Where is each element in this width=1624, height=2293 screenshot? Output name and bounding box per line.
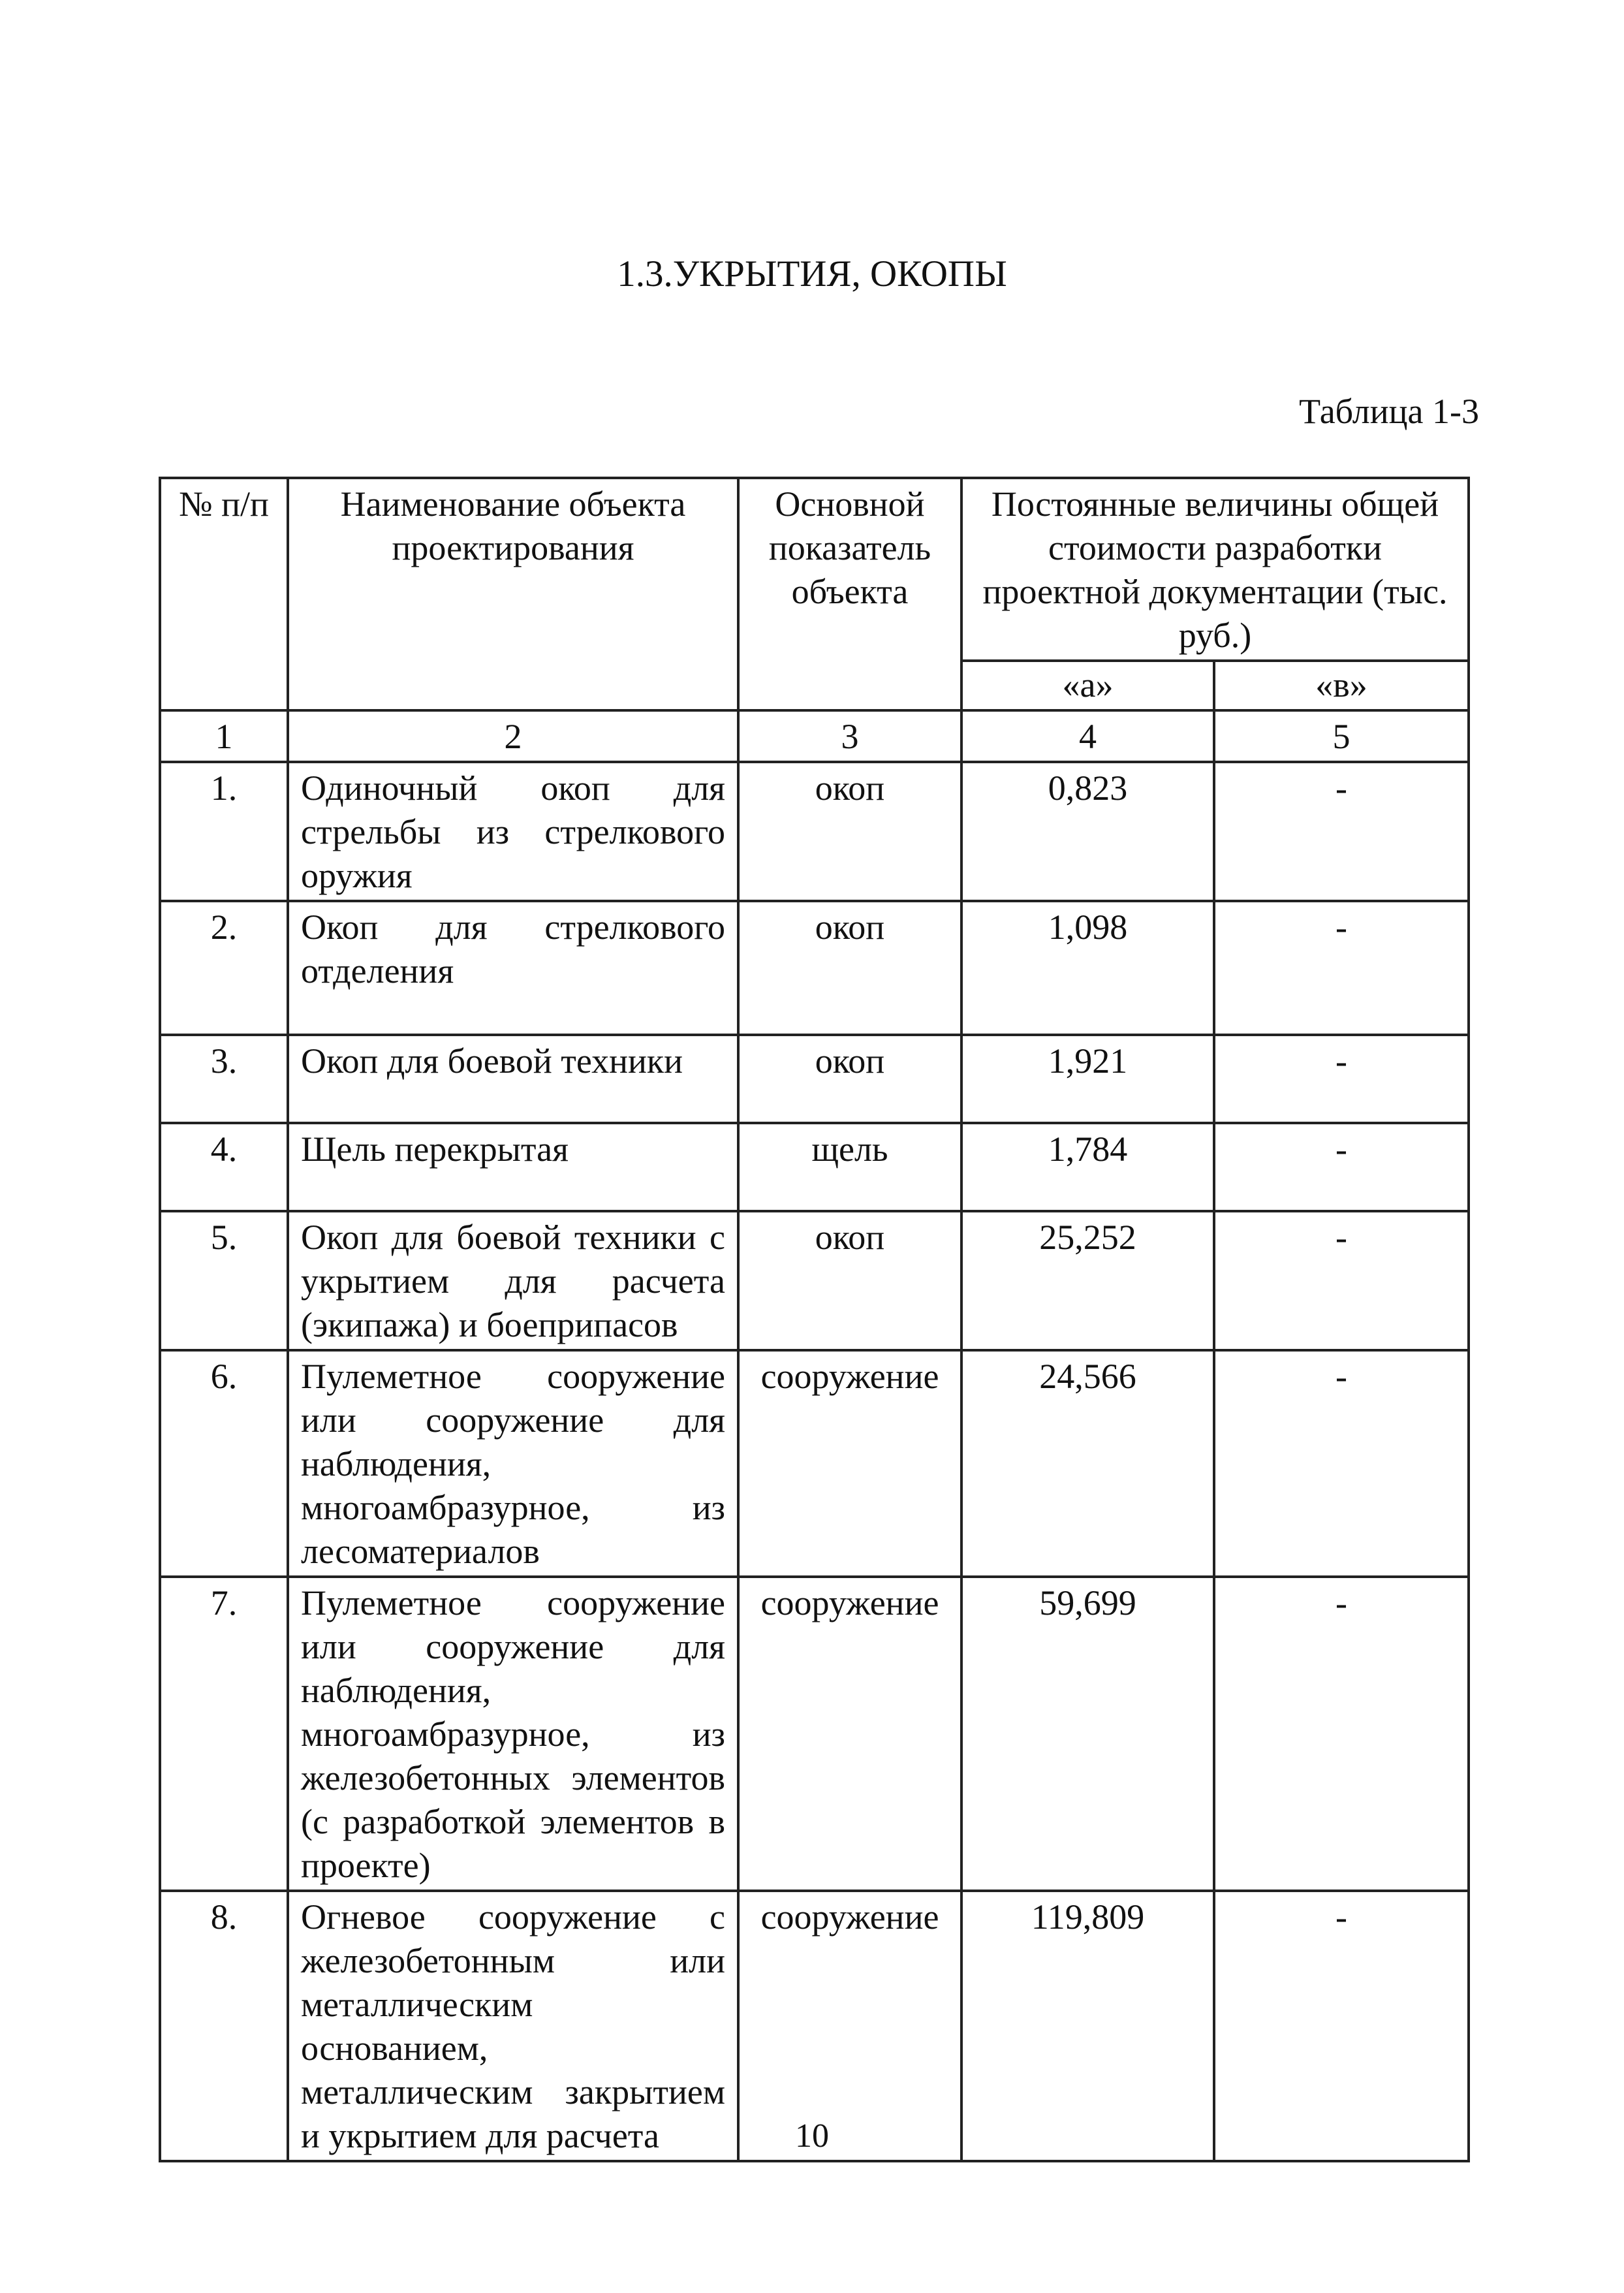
row-num: 2.	[160, 901, 288, 1035]
table-row	[160, 1350, 1469, 1577]
header-constants: Постоянные величины общей стоимости разработки проектной документации (тыс. руб.)	[961, 478, 1469, 661]
table-row	[160, 1123, 1469, 1211]
header-num: № п/п	[160, 478, 288, 710]
row-value-a: 24,566	[961, 1350, 1214, 1577]
header-b: «в»	[1214, 661, 1469, 710]
table-row	[160, 1577, 1469, 1891]
row-name: Пулеметное сооружение или сооружение для наблюдения, многоамбразурное, из железобетонных элементов (с разработкой элементов в проекте)	[288, 1577, 738, 1891]
row-value-a: 25,252	[961, 1211, 1214, 1350]
row-value-b: -	[1214, 762, 1469, 901]
row-indicator: окоп	[738, 1035, 961, 1123]
column-number: 2	[288, 710, 738, 762]
table-row	[160, 762, 1469, 901]
row-value-b: -	[1214, 1577, 1469, 1891]
row-value-a: 1,921	[961, 1035, 1214, 1123]
row-name: Окоп для стрелкового отделения	[288, 901, 738, 1035]
row-value-b: -	[1214, 1211, 1469, 1350]
row-indicator: сооружение	[738, 1891, 961, 2161]
row-value-a: 1,784	[961, 1123, 1214, 1211]
column-number: 4	[961, 710, 1214, 762]
row-name: Огневое сооружение с железобетонным или металлическим основанием, металлическим закрытием и укрытием для расчета	[288, 1891, 738, 2161]
row-indicator: окоп	[738, 1211, 961, 1350]
row-name: Пулеметное сооружение или сооружение для наблюдения, многоамбразурное, из лесоматериалов	[288, 1350, 738, 1577]
column-number-row	[160, 710, 1469, 762]
row-num: 5.	[160, 1211, 288, 1350]
row-indicator: окоп	[738, 762, 961, 901]
row-indicator: окоп	[738, 901, 961, 1035]
column-number: 5	[1214, 710, 1469, 762]
row-value-b: -	[1214, 901, 1469, 1035]
row-value-b: -	[1214, 1123, 1469, 1211]
row-indicator: сооружение	[738, 1577, 961, 1891]
header-indicator: Основной показатель объекта	[738, 478, 961, 710]
row-num: 6.	[160, 1350, 288, 1577]
row-num: 1.	[160, 762, 288, 901]
row-indicator: сооружение	[738, 1350, 961, 1577]
row-name: Окоп для боевой техники	[288, 1035, 738, 1123]
column-number: 3	[738, 710, 961, 762]
header-a: «а»	[961, 661, 1214, 710]
row-value-a: 119,809	[961, 1891, 1214, 2161]
table-row	[160, 1035, 1469, 1123]
row-value-b: -	[1214, 1350, 1469, 1577]
row-name: Окоп для боевой техники с укрытием для расчета (экипажа) и боеприпасов	[288, 1211, 738, 1350]
table-row	[160, 1211, 1469, 1350]
row-name: Щель перекрытая	[288, 1123, 738, 1211]
column-number: 1	[160, 710, 288, 762]
header-name: Наименование объекта проектирования	[288, 478, 738, 710]
row-value-b: -	[1214, 1035, 1469, 1123]
row-num: 8.	[160, 1891, 288, 2161]
page-number: 10	[795, 2117, 829, 2155]
cost-table	[159, 477, 1470, 2162]
row-value-a: 0,823	[961, 762, 1214, 901]
row-value-a: 1,098	[961, 901, 1214, 1035]
row-value-b: -	[1214, 1891, 1469, 2161]
row-num: 7.	[160, 1577, 288, 1891]
row-num: 3.	[160, 1035, 288, 1123]
row-indicator: щель	[738, 1123, 961, 1211]
table-row	[160, 901, 1469, 1035]
table-header-row	[160, 478, 1469, 661]
section-title: 1.3.УКРЫТИЯ, ОКОПЫ	[617, 253, 1007, 294]
row-name: Одиночный окоп для стрельбы из стрелкового оружия	[288, 762, 738, 901]
row-value-a: 59,699	[961, 1577, 1214, 1891]
row-num: 4.	[160, 1123, 288, 1211]
table-label: Таблица 1-3	[1299, 392, 1479, 431]
